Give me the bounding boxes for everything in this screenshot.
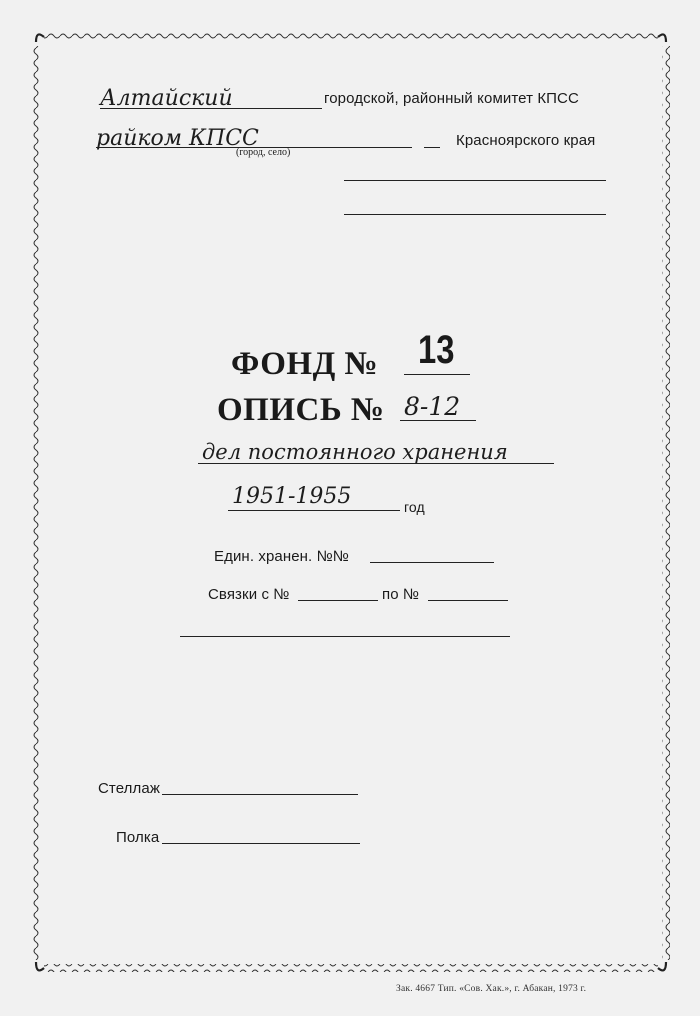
committee-label: городской, районный комитет КПСС — [324, 90, 579, 107]
dash-underline — [424, 147, 440, 148]
units-label: Един. хранен. №№ — [214, 548, 349, 565]
place-hint: (город, село) — [236, 147, 291, 158]
district-underline — [100, 108, 322, 109]
blank-line-3 — [180, 636, 510, 637]
printer-imprint: Зак. 4667 Тип. «Сов. Хак.», г. Абакан, 1973 г. — [396, 984, 587, 994]
units-underline — [370, 562, 494, 563]
district-handwritten: Алтайский — [100, 86, 233, 111]
years-underline — [228, 510, 400, 511]
fond-number: 13 — [418, 328, 455, 372]
rack-underline — [162, 794, 358, 795]
blank-line-1 — [344, 180, 606, 181]
raikom-handwritten: райком КПСС — [96, 126, 259, 151]
rack-label: Стеллаж — [98, 780, 160, 797]
shelf-label: Полка — [116, 829, 160, 846]
opis-label: ОПИСЬ № — [217, 392, 385, 428]
shelf-underline — [162, 843, 360, 844]
opis-number-underline — [400, 420, 476, 421]
bundles-to-label: по № — [382, 586, 420, 603]
years-handwritten: 1951-1955 — [232, 484, 352, 509]
blank-line-2 — [344, 214, 606, 215]
opis-number: 8-12 — [404, 392, 461, 421]
storage-type-handwritten: дел постоянного хранения — [202, 440, 508, 464]
storage-type-underline — [198, 463, 554, 464]
fond-number-underline — [404, 374, 470, 375]
bundles-from-underline — [298, 600, 378, 601]
bundles-from-label: Связки с № — [208, 586, 290, 603]
fond-label: ФОНД № — [231, 346, 379, 382]
year-suffix: год — [404, 499, 425, 515]
bundles-to-underline — [428, 600, 508, 601]
region-label: Красноярского края — [456, 132, 596, 149]
